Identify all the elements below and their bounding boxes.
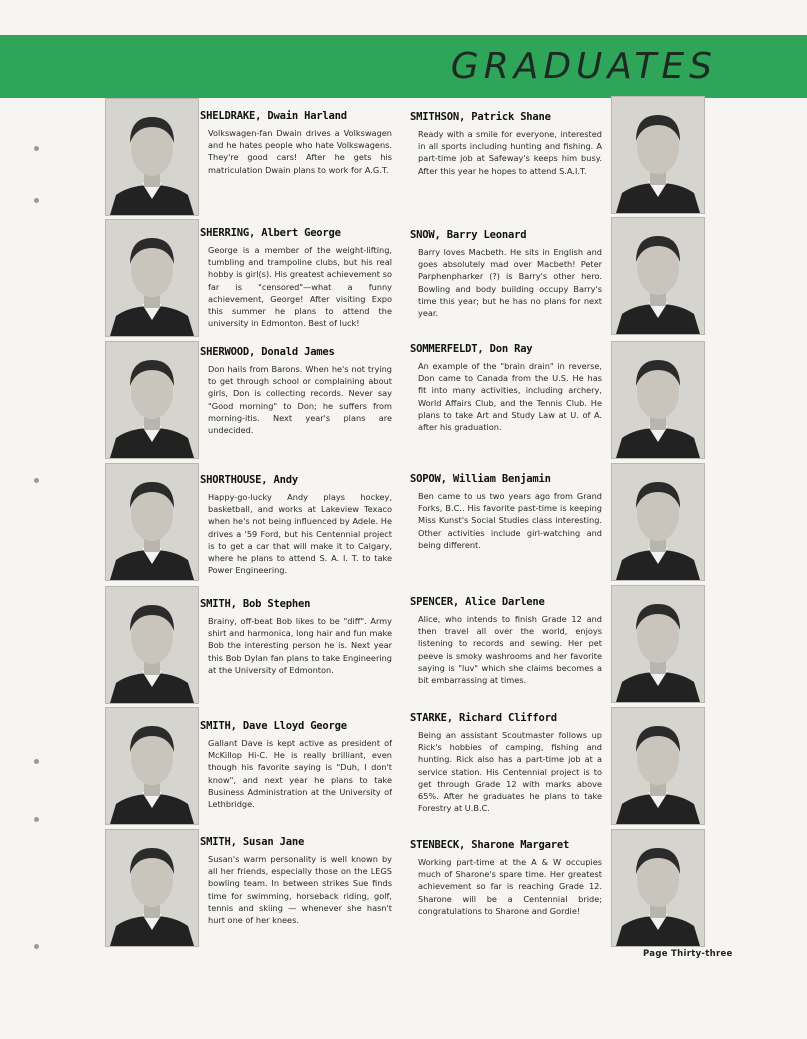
graduate-name: STENBECK, Sharone Margaret	[410, 839, 570, 851]
graduate-photo	[611, 585, 705, 703]
portrait-silhouette	[612, 586, 704, 702]
binder-hole	[34, 759, 39, 764]
graduate-entry	[200, 836, 392, 926]
portrait-silhouette	[106, 220, 198, 336]
graduate-bio: Susan's warm personality is well known by all her friends, especially those on the LEGS bowling team. In between strikes Sue finds time for swimming, horseback riding, golf, tennis and skiing — whenever she hasn't hurt one of her knees.	[208, 854, 392, 926]
graduate-name: STARKE, Richard Clifford	[410, 712, 557, 724]
graduate-entry	[410, 712, 602, 814]
graduate-name: SOPOW, William Benjamin	[410, 473, 551, 485]
graduate-photo	[105, 463, 199, 581]
graduate-entry	[410, 229, 602, 319]
graduate-bio: Volkswagen-fan Dwain drives a Volkswagen and he hates people who hate Volkswagens. They're good cars! After he gets his matriculation Dwain plans to work for A.G.T.	[208, 128, 392, 175]
graduate-photo	[105, 341, 199, 459]
graduate-name: SHELDRAKE, Dwain Harland	[200, 110, 347, 122]
portrait-silhouette	[612, 97, 704, 213]
graduate-bio: George is a member of the weight-lifting, tumbling and trampoline clubs, but his real hobby is girl(s). His greatest achievement so far is "censored"—what a funny achievement, George! After visiting Expo this summer he plans to attend the university in Edmonton. Best of luck!	[208, 245, 392, 329]
graduate-name: SHERWOOD, Donald James	[200, 346, 335, 358]
graduate-name: SMITH, Susan Jane	[200, 836, 305, 848]
page-number: Page Thirty-three	[643, 949, 733, 959]
graduate-photo	[611, 217, 705, 335]
graduate-bio: Being an assistant Scoutmaster follows up Rick's hobbies of camping, fishing and hunting. Rick also has a part-time job at a service station. His Centennial project is to get through Grade 12 with marks above 65%. After he graduates he plans to take Forestry at U.B.C.	[418, 730, 602, 814]
graduate-bio: Brainy, off-beat Bob likes to be "diff". Army shirt and harmonica, long hair and fun make Bob the interesting person he is. Next year this Bob Dylan fan plans to take Engineering at the University of Edmonton.	[208, 616, 392, 675]
section-banner	[0, 35, 807, 98]
binder-hole	[34, 198, 39, 203]
graduate-photo	[105, 98, 199, 216]
graduate-bio: Happy-go-lucky Andy plays hockey, basketball, and works at Lakeview Texaco when he's not being influenced by Adele. He drives a '59 Ford, but his Centennial project is to get a car that will make it to Calgary, where he plans to attend S. A. I. T. to take Power Engineering.	[208, 492, 392, 576]
portrait-silhouette	[612, 464, 704, 580]
graduate-bio: Ready with a smile for everyone, interested in all sports including hunting and fishing. A part-time job at Safeway's keeps him busy. After this year he hopes to attend S.A.I.T.	[418, 129, 602, 176]
graduate-photo	[611, 96, 705, 214]
graduate-name: SNOW, Barry Leonard	[410, 229, 527, 241]
portrait-silhouette	[106, 708, 198, 824]
portrait-silhouette	[612, 708, 704, 824]
graduate-bio: Gallant Dave is kept active as president of McKillop Hi-C. He is really brilliant, even though his favorite saying is "Duh, I don't know", and next year he plans to take Business Administration at the University of Lethbridge.	[208, 738, 392, 810]
portrait-silhouette	[106, 830, 198, 946]
graduate-name: SPENCER, Alice Darlene	[410, 596, 545, 608]
graduate-bio: Working part-time at the A & W occupies much of Sharone's spare time. Her greatest achievement so far is reaching Grade 12. Sharone will be a Centennial bride; congratulations to Sharone and Gordie!	[418, 857, 602, 916]
binder-hole	[34, 146, 39, 151]
graduate-name: SMITH, Dave Lloyd George	[200, 720, 347, 732]
graduate-photo	[105, 707, 199, 825]
portrait-silhouette	[106, 464, 198, 580]
graduate-photo	[611, 707, 705, 825]
portrait-silhouette	[612, 342, 704, 458]
graduate-photo	[105, 829, 199, 947]
graduate-photo	[105, 586, 199, 704]
graduate-photo	[105, 219, 199, 337]
section-title: GRADUATES	[450, 46, 717, 87]
portrait-silhouette	[106, 99, 198, 215]
graduate-name: SMITH, Bob Stephen	[200, 598, 311, 610]
graduate-name: SOMMERFELDT, Don Ray	[410, 343, 533, 355]
graduate-name: SHORTHOUSE, Andy	[200, 474, 298, 486]
graduate-bio: Alice, who intends to finish Grade 12 and then travel all over the world, enjoys listening to records and sewing. Her pet peeve is smoky washrooms and her favorite saying is "luv" which she claims becomes a bit embarrassing at times.	[418, 614, 602, 686]
graduate-entry	[410, 473, 602, 551]
graduate-entry	[200, 110, 392, 176]
graduate-photo	[611, 341, 705, 459]
portrait-silhouette	[612, 830, 704, 946]
graduate-bio: Barry loves Macbeth. He sits in English and goes absolutely mad over Macbeth! Peter Parphenpharker (?) is Barry's other hero. Bowling and body building occupy Barry's time this year; but he has no plans for next year.	[418, 247, 602, 319]
graduate-entry	[200, 598, 392, 676]
binder-hole	[34, 944, 39, 949]
portrait-silhouette	[612, 218, 704, 334]
graduate-entry	[410, 111, 602, 177]
graduate-entry	[200, 227, 392, 329]
graduate-entry	[410, 596, 602, 686]
portrait-silhouette	[106, 587, 198, 703]
portrait-silhouette	[106, 342, 198, 458]
graduate-bio: Ben came to us two years ago from Grand Forks, B.C.. His favorite past-time is keeping Miss Kunst's Social Studies class interesting. Other activities include girl-watching and being different.	[418, 491, 602, 550]
graduate-entry	[410, 343, 602, 433]
graduate-entry	[200, 720, 392, 810]
graduate-entry	[200, 346, 392, 436]
graduate-bio: Don hails from Barons. When he's not trying to get through school or complaining about girls, Don is collecting records. Never say "Good morning" to Don; he suffers from morning-itis. Next year's plans are undecided.	[208, 364, 392, 436]
graduate-entry	[200, 474, 392, 576]
binder-hole	[34, 817, 39, 822]
graduate-photo	[611, 463, 705, 581]
graduate-bio: An example of the "brain drain" in reverse, Don came to Canada from the U.S. He has fit into many activities, including archery, World Affairs Club, and the Tennis Club. He plans to take Art and Study Law at U. of A. after his graduation.	[418, 361, 602, 433]
graduate-name: SHERRING, Albert George	[200, 227, 341, 239]
graduate-entry	[410, 839, 602, 917]
graduate-name: SMITHSON, Patrick Shane	[410, 111, 551, 123]
graduate-photo	[611, 829, 705, 947]
binder-hole	[34, 478, 39, 483]
